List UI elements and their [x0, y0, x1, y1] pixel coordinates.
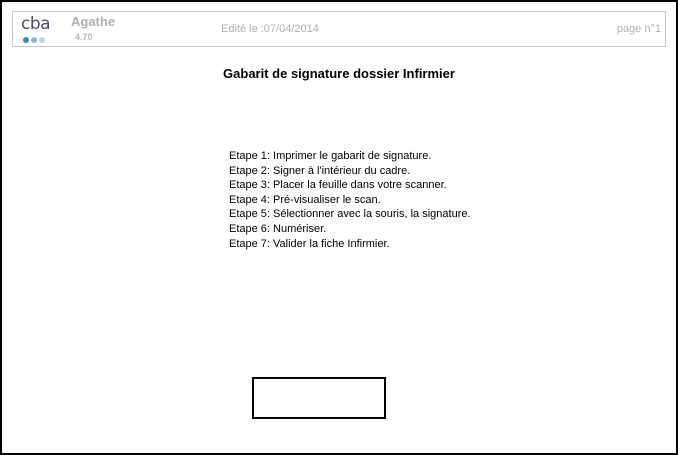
- step-item: Etape 4: Pré-visualiser le scan.: [229, 193, 381, 206]
- logo-dots: [23, 37, 45, 43]
- logo-dot-icon: [23, 37, 29, 43]
- logo-dot-icon: [39, 37, 45, 43]
- signature-frame: [252, 377, 386, 419]
- app-name: Agathe: [71, 14, 116, 29]
- page-number: page n°1: [616, 23, 661, 35]
- cba-logo: [21, 15, 55, 45]
- step-item: Etape 5: Sélectionner avec la souris, la signature.: [229, 208, 471, 221]
- logo-text: cba: [21, 14, 51, 34]
- step-item: Etape 3: Placer la feuille dans votre scanner.: [229, 179, 447, 192]
- step-item: Etape 6: Numériser.: [229, 222, 327, 235]
- edit-date: Edité le :07/04/2014: [221, 23, 319, 35]
- step-item: Etape 1: Imprimer le gabarit de signature.: [229, 150, 432, 162]
- document-title: Gabarit de signature dossier Infirmier: [223, 66, 455, 81]
- page-header: [12, 11, 666, 47]
- step-item: Etape 2: Signer à l'intérieur du cadre.: [229, 164, 411, 177]
- step-item: Etape 7: Valider la fiche Infirmier.: [229, 237, 390, 250]
- logo-dot-icon: [31, 37, 37, 43]
- steps-list: [229, 149, 471, 251]
- app-version: 4.70: [75, 32, 93, 42]
